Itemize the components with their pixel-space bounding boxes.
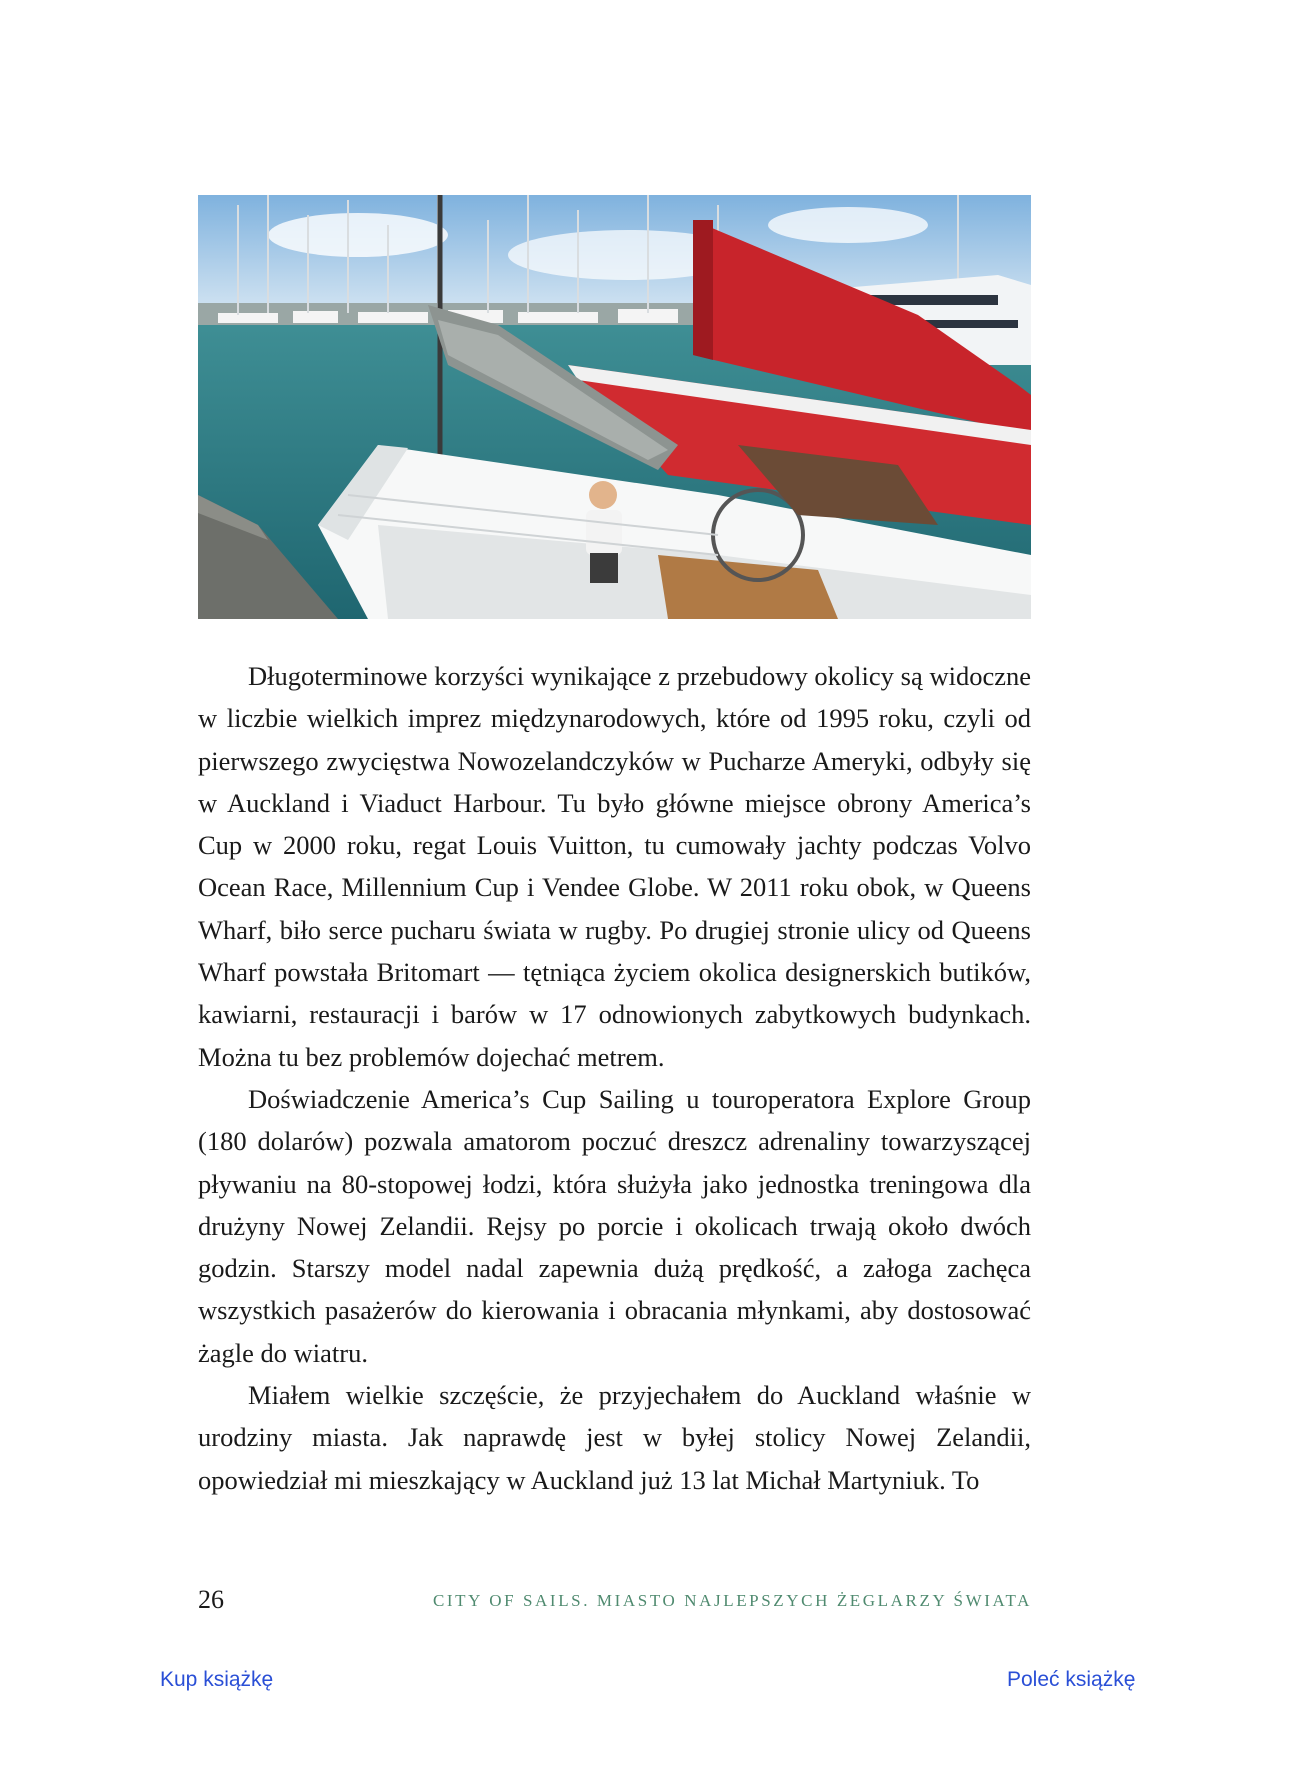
running-title: CITY OF SAILS. MIASTO NAJLEPSZYCH ŻEGLARZY ŚWIATA bbox=[432, 1591, 1032, 1610]
body-text bbox=[198, 655, 1031, 1501]
paragraph-3: Miałem wielkie szczęście, że przyjechałem do Auckland właśnie w urodziny miasta. Jak naprawdę jest w byłej stolicy Nowej Zelandii, opowiedział mi mieszkający w Auckland już 13 lat Michał Martyniuk. To bbox=[198, 1380, 1031, 1495]
paragraph-2: Doświadczenie America’s Cup Sailing u touroperatora Explore Group (180 dolarów) pozwala amatorom poczuć dreszcz adrenaliny towarzyszącej pływaniu na 80-stopowej łodzi, która służyła jako jednostka treningowa dla drużyny Nowej Zelandii. Rejsy po porcie i okolicach trwają około dwóch godzin. Starszy model nadal zapewnia dużą prędkość, a załoga zachęca wszystkich pasażerów do kierowania i obracania młynkami, aby dostosować żagle do wiatru. bbox=[198, 1083, 1031, 1368]
buy-book-link[interactable]: Kup książkę bbox=[160, 1668, 274, 1691]
page-number: 26 bbox=[198, 1585, 224, 1614]
paragraph-1: Długoterminowe korzyści wynikające z przebudowy okolicy są widoczne w liczbie wielkich imprez międzynarodowych, które od 1995 roku, czyli od pierwszego zwycięstwa Nowozelandczyków w Pucharze Ameryki, odbyły się w Auckland i Viaduct Harbour. Tu było główne miejsce obrony America’s Cup w 2000 roku, regat Louis Vuitton, tu cumowały jachty podczas Volvo Ocean Race, Millennium Cup i Vendee Globe. W 2011 roku obok, w Queens Wharf, biło serce pucharu świata w rugby. Po drugiej stronie ulicy od Queens Wharf powstała Britomart — tętniąca życiem okolica designerskich butików, kawiarni, restauracji i barów w 17 odnowionych zabytkowych budynkach. Można tu bez problemów dojechać metrem. bbox=[198, 661, 1031, 1072]
marina-photo-illustration bbox=[198, 195, 1031, 619]
recommend-book-link[interactable]: Poleć książkę bbox=[1007, 1668, 1136, 1691]
marina-photo bbox=[198, 195, 1031, 619]
